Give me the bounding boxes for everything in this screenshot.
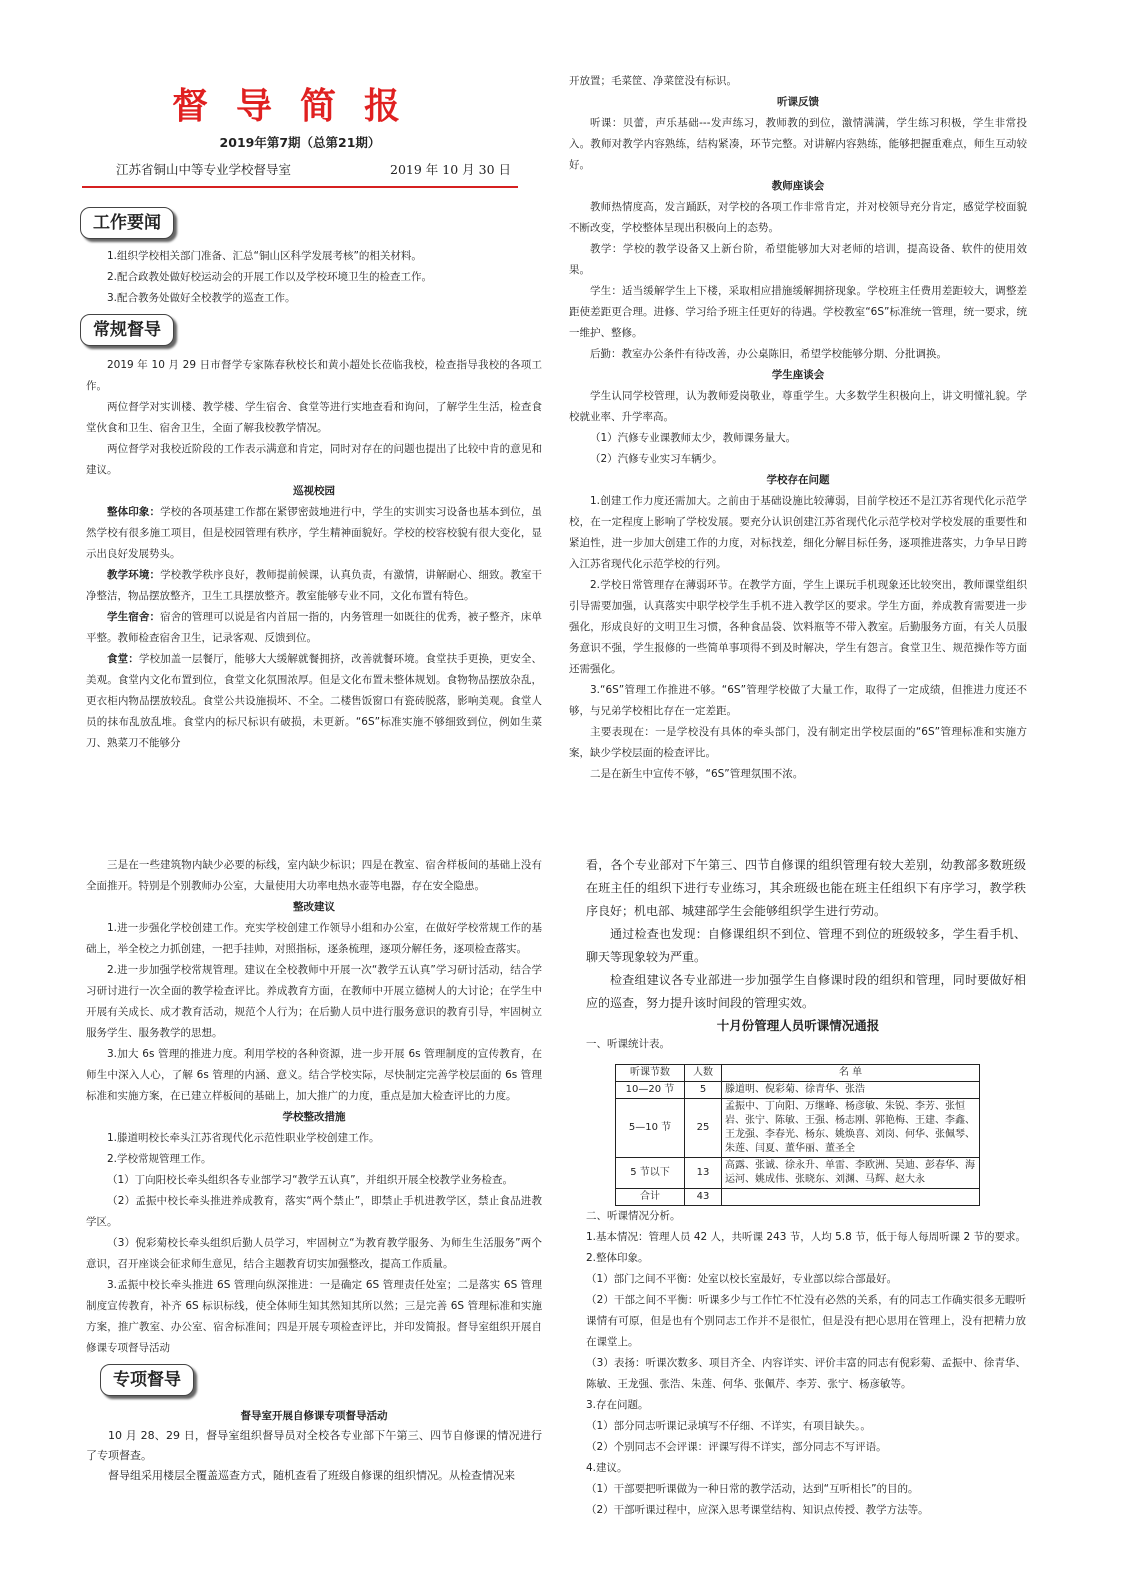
subheading-listen: 听课反馈 [777, 96, 819, 108]
paragraph: 后勤：教室办公条件有待改善，办公桌陈旧，希望学校能够分期、分批调换。 [590, 348, 947, 360]
paragraph: 三是在一些建筑物内缺少必要的标线，室内缺少标识；四是在教室、宿舍样板间的基础上没有全面推开。特别是个别教师办公室，大量使用大功率电热水壶等电器，存在安全隐患。 [86, 859, 542, 892]
paragraph: （1）部门之间不平衡：处室以校长室最好，专业部以综合部最好。 [586, 1273, 898, 1285]
paragraph: 两位督学对我校近阶段的工作表示满意和肯定，同时对存在的问题也提出了比较中肯的意见和建议。 [86, 443, 542, 476]
paragraph: 两位督学对实训楼、教学楼、学生宿舍、食堂等进行实地查看和询问，了解学生生活，检查食堂伙食和卫生、宿舍卫生，全面了解我校教学情况。 [86, 401, 542, 434]
table-cell: 5—10 节 [616, 1099, 685, 1158]
paragraph: 3.存在问题。 [586, 1399, 649, 1411]
paragraph: 3.加大 6s 管理的推进力度。利用学校的各种资源，进一步开展 6s 管理制度的宣传教育，在师生中深入人心，了解 6s 管理的内涵、意义。结合学校实际，尽快制定完善学校层面的 6s 管理标准和实施方案，在已建立样板间的基础上，加大推广的力度，重点是加大检查评比的力度。 [86, 1048, 542, 1102]
table-cell: 5 节以下 [616, 1158, 685, 1189]
paragraph: 2.学校日常管理存在薄弱环节。在教学方面，学生上课玩手机现象还比较突出，教师课堂组织引导需要加强，认真落实中职学校学生手机不进入教学区的要求。学生方面，养成教育需要进一步强化，形成良好的文明卫生习惯，各种食品袋、饮料瓶等不带入教室。后勤服务方面，有关人员服务意识不强，学生报修的一些简单事项得不到及时解决，学生有怨言。食堂卫生、规范操作等方面还需强化。 [569, 579, 1027, 675]
subheading-advice: 整改建议 [293, 901, 335, 913]
paragraph: 2019 年 10 月 29 日市督学专家陈春秋校长和黄小超处长莅临我校，检查指导我校的各项工作。 [86, 359, 542, 392]
paragraph-environment: 教学环境：学校教学秩序良好，教师提前候课，认真负责，有激情，讲解耐心、细致。教室干净整洁，物品摆放整齐，卫生工具摆放整齐。教室能够专业不同，文化布置有特色。 [86, 569, 542, 602]
paragraph-canteen: 食堂：学校加盖一层餐厅，能够大大缓解就餐拥挤，改善就餐环境。食堂扶手更换，更安全、美观。食堂内文化布置到位，食堂文化氛围浓厚。但是文化布置未整体规划。食物物品摆放杂乱，更衣柜内物品摆放较乱。食堂公共设施损坏、不全。二楼售饭窗口有瓷砖脱落，影响美观。食堂人员的抹布乱放乱堆。食堂内的标尺标识有破损，未更新。“6S”标准实施不够细致到位，例如生菜刀、熟菜刀不能够分 [86, 653, 543, 749]
paragraph: （2）孟振中校长牵头推进养成教育，落实“两个禁止”，即禁止手机进教学区，禁止食品进教学区。 [86, 1195, 542, 1228]
top-right-column [569, 71, 1027, 785]
section-label [586, 1034, 1026, 1055]
special-supervision-text [86, 1406, 542, 1486]
paragraph: 1.基本情况：管理人员 42 人，共听课 243 节，人均 5.8 节，低于每人每周听课 2 节的要求。 [586, 1231, 1026, 1243]
routine-supervision-text [86, 355, 542, 754]
news-item: 3.配合教务处做好全校教学的巡查工作。 [107, 292, 296, 304]
paragraph: （1）干部要把听课做为一种日常的教学活动，达到“互听相长”的目的。 [586, 1483, 919, 1495]
table-cell: 25 [685, 1099, 722, 1158]
paragraph: 通过检查也发现：自修课组织不到位、管理不到位的班级较多，学生看手机、聊天等现象较为严重。 [586, 927, 1026, 964]
section-heading-special: 专项督导 [100, 1364, 194, 1396]
subheading-special: 督导室开展自修课专项督导活动 [240, 1410, 388, 1422]
paragraph: （2）干部之间不平衡：听课多少与工作忙不忙没有必然的关系，有的同志工作确实很多无暇听课情有可原，但是也有个别同志工作并不是很忙，但是没有把心思用在管理上，没有把精力放在课堂上。 [586, 1294, 1026, 1348]
paragraph: 听课：贝蕾，声乐基础---发声练习，教师教的到位，激情满满，学生练习积极，学生非常投入。教师对教学内容熟练，结构紧凑，环节完整。对讲解内容熟练，能够把握重难点，师生互动较好。 [569, 117, 1027, 171]
subheading-problems: 学校存在问题 [766, 474, 830, 486]
news-item: 2.配合政教处做好校运动会的开展工作以及学校环境卫生的检查工作。 [107, 271, 433, 283]
table-header-cell: 人数 [685, 1065, 722, 1082]
paragraph: 1.进一步强化学校创建工作。充实学校创建工作领导小组和办公室，在做好学校常规工作的基础上，举全校之力抓创建，一把手挂帅，对照指标，逐条梳理，逐项分解任务，逐项检查落实。 [86, 922, 542, 955]
table-cell: 滕道明、倪彩菊、徐青华、张浩 [722, 1082, 980, 1099]
header-divider [82, 186, 518, 188]
bottom-right-upper [586, 854, 1026, 1015]
paragraph-overall: 整体印象：学校的各项基建工作都在紧锣密鼓地进行中，学生的实训实习设备也基本到位，虽然学校有很多施工项目，但是校园管理有秩序，学生精神面貌好。学校的校容校貌有很大变化，显示出良好发展势头。 [86, 506, 542, 560]
paragraph: （1）汽修专业课教师太少，教师课务量大。 [590, 432, 797, 444]
paragraph: 学生：适当缓解学生上下楼，采取相应措施缓解拥挤现象。学校班主任费用差距较大，调整差距使差距更合理。进修、学习给予班主任更好的待遇。学校教室“6S”标准统一管理，统一要求，统一维护、整修。 [569, 285, 1027, 339]
subheading-measures: 学校整改措施 [282, 1111, 346, 1123]
news-item: 1.组织学校相关部门准备、汇总“铜山区科学发展考核”的相关材料。 [107, 250, 422, 262]
paragraph: （1）丁向阳校长牵头组织各专业部学习“教学五认真”，并组织开展全校教学业务检查。 [107, 1174, 514, 1186]
table-row [616, 1158, 980, 1189]
subheading-teacher-meeting: 教师座谈会 [771, 180, 825, 192]
paragraph: 督导组采用楼层全覆盖巡查方式，随机查看了班级自修课的组织情况。从检查情况来 [108, 1469, 515, 1482]
paragraph: 1.滕道明校长牵头江苏省现代化示范性职业学校创建工作。 [107, 1132, 380, 1144]
section-heading-news: 工作要闻 [80, 207, 174, 239]
table-cell [722, 1189, 980, 1206]
section-heading-routine: 常规督导 [80, 314, 174, 346]
paragraph: 主要表现在：一是学校没有具体的牵头部门，没有制定出学校层面的“6S”管理标准和实施方案，缺少学校层面的检查评比。 [569, 726, 1027, 759]
paragraph: 2.进一步加强学校常规管理。建议在全校教师中开展一次“教学五认真”学习研讨活动，结合学习研讨进行一次全面的教学检查评比。养成教育方面，在教师中开展立德树人的大讨论；在学生中开展有关成长、成才教育活动，规范个人行为；在后勤人员中进行服务意识的教育引导，牢固树立服务学生、服务教学的思想。 [86, 964, 542, 1039]
paragraph: 3.“6S”管理工作推进不够。“6S”管理学校做了大量工作，取得了一定成绩，但推进力度还不够，与兄弟学校相比存在一定差距。 [569, 684, 1027, 717]
table-header-row [616, 1065, 980, 1082]
paragraph: 2.学校常规管理工作。 [107, 1153, 212, 1165]
paragraph: 4.建议。 [586, 1462, 628, 1474]
paragraph: （2）个别同志不会评课：评课写得不详实，部分同志不写评语。 [586, 1441, 887, 1453]
issue-number: 2019年第7期（总第21期） [219, 135, 381, 150]
paragraph: 教师热情度高，发言踊跃，对学校的各项工作非常肯定，并对校领导充分肯定，感觉学校面貌不断改变，学校整体呈现出积极向上的态势。 [569, 201, 1027, 234]
paragraph: 2.整体印象。 [586, 1252, 649, 1264]
paragraph: 一、听课统计表。 [586, 1038, 670, 1050]
paragraph: （2）干部听课过程中，应深入思考课堂结构、知识点传授、教学方法等。 [586, 1504, 929, 1516]
newsletter-title: 督导简报 [171, 85, 428, 127]
paragraph: 检查组建议各专业部进一步加强学生自修课时段的组织和管理，同时要做好相应的巡查，努力提升该时间段的管理实效。 [586, 973, 1026, 1010]
subheading-patrol: 巡视校园 [293, 485, 335, 497]
table-cell: 43 [685, 1189, 722, 1206]
paragraph: 1.创建工作力度还需加大。之前由于基础设施比较薄弱，目前学校还不是江苏省现代化示范学校，在一定程度上影响了学校发展。要充分认识创建江苏省现代化示范学校对学校发展的重要性和紧迫性，进一步加大创建工作的力度，对标找差，细化分解目标任务，逐项推进落实，力争早日跨入江苏省现代化示范学校的行列。 [569, 495, 1027, 570]
paragraph: 看，各个专业部对下午第三、四节自修课的组织管理有较大差别，幼教部多数班级在班主任的组织下进行专业练习，其余班级也能在班主任组织下有序学习，教学秩序良好；机电部、城建部学生会能够组织学生进行劳动。 [586, 858, 1026, 918]
paragraph: （3）倪彩菊校长牵头组织后勤人员学习，牢固树立“为教育教学服务、为师生生活服务”两个意识，召开座谈会征求师生意见，结合主题教育切实加强整改，提高工作质量。 [86, 1237, 542, 1270]
table-cell: 5 [685, 1082, 722, 1099]
paragraph: （2）汽修专业实习车辆少。 [590, 453, 723, 465]
paragraph: 3.孟振中校长牵头推进 6S 管理向纵深推进：一是确定 6S 管理责任处室；二是落实 6S 管理制度宣传教育，补齐 6S 标识标线，使全体师生知其然知其所以然；三是完善 6S 管理标准和实施方案，推广教室、办公室、宿舍标准间；四是开展专项检查评比，并印发简报。督导室组织开展自修课专项督导活动 [86, 1279, 542, 1354]
table-cell: 合计 [616, 1189, 685, 1206]
table-row [616, 1099, 980, 1158]
table-cell: 高露、张诚、徐永升、单雷、李欧洲、吴迪、彭春华、海运河、姚成伟、张晓东、刘渊、马辉、赵大永 [722, 1158, 980, 1189]
table-header-cell: 名 单 [722, 1065, 980, 1082]
table-row [616, 1189, 980, 1206]
paragraph: （1）部分同志听课记录填写不仔细、不详实，有项目缺失。。 [586, 1420, 871, 1432]
publisher: 江苏省铜山中等专业学校督导室 [116, 162, 292, 177]
bottom-right-lower [586, 1206, 1026, 1521]
table-row [616, 1082, 980, 1099]
paragraph: 开放置；毛菜筐、净菜筐没有标识。 [569, 75, 737, 87]
table-cell: 孟振中、丁向阳、万继峰、杨彦敏、朱锐、李芳、张恒岩、张宁、陈敏、王强、杨志刚、郭艳梅、王建、李鑫、王龙强、李春光、杨东、姚焕喜、刘岗、何华、张佩琴、朱莲、闫夏、董华丽、董圣全 [722, 1099, 980, 1158]
paragraph: 二、听课情况分析。 [586, 1210, 681, 1222]
paragraph: （3）表扬：听课次数多、项目齐全、内容详实、评价丰富的同志有倪彩菊、孟振中、徐青华、陈敏、王龙强、张浩、朱莲、何华、张佩芹、李芳、张宁、杨彦敏等。 [586, 1357, 1026, 1390]
news-list [86, 246, 536, 309]
subheading-student-meeting: 学生座谈会 [771, 369, 825, 381]
paragraph: 学生认同学校管理，认为教师爱岗敬业，尊重学生。大多数学生积极向上，讲文明懂礼貌。学校就业率、升学率高。 [569, 390, 1027, 423]
publish-date: 2019 年 10 月 30 日 [390, 162, 511, 177]
report-title: 十月份管理人员听课情况通报 [716, 1018, 880, 1033]
table-header-cell: 听课节数 [616, 1065, 685, 1082]
paragraph: 教学：学校的教学设备又上新台阶，希望能够加大对老师的培训，提高设备、软件的使用效果。 [569, 243, 1027, 276]
paragraph: 二是在新生中宣传不够，“6S”管理氛围不浓。 [590, 768, 804, 780]
paragraph-dorm: 学生宿舍：宿舍的管理可以说是省内首屈一指的，内务管理一如既往的优秀，被子整齐，床单平整。教师检查宿舍卫生，记录客观、反馈到位。 [86, 611, 542, 644]
paragraph: 10 月 28、29 日，督导室组织督导员对全校各专业部下午第三、四节自修课的情况进行了专项督查。 [86, 1429, 542, 1462]
table-cell: 10—20 节 [616, 1082, 685, 1099]
lecture-stats-table [615, 1064, 980, 1206]
bottom-left-column [86, 855, 542, 1359]
table-cell: 13 [685, 1158, 722, 1189]
